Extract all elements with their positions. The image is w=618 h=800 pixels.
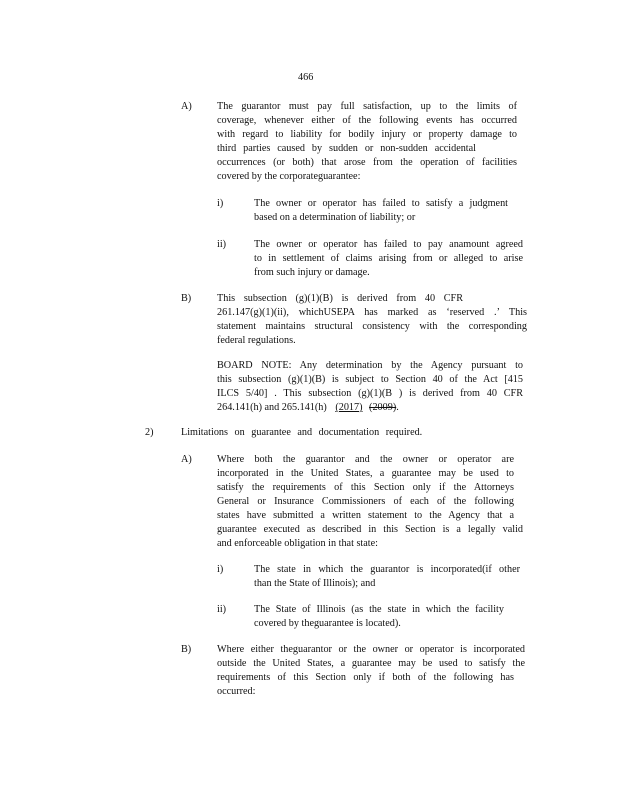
page-number: 466: [298, 72, 314, 83]
a-line-4: third parties caused by sudden or non-sudden accidental: [217, 143, 476, 154]
deleted-year: (2009): [369, 402, 397, 413]
s2-b-line-1: Where either theguarantor or the owner or operator is incorporated: [217, 644, 525, 655]
section-2-label: 2): [145, 427, 154, 438]
b-label: B): [181, 293, 192, 304]
b-line-2: 261.147(g)(1)(ii), whichUSEPA has marked as ‘reserved .’ This: [217, 307, 527, 318]
s2-a-i-line-1: The state in which the guarantor is incorporated(if other: [254, 564, 520, 575]
board-note-line-1: BOARD NOTE: Any determination by the Agency pursuant to: [217, 360, 523, 371]
s2-a-label: A): [181, 454, 192, 465]
s2-a-i-line-2: than the State of Illinois); and: [254, 578, 376, 589]
s2-b-line-2: outside the United States, a guarantee may be used to satisfy the: [217, 658, 525, 669]
s2-a-ii-label: ii): [217, 604, 227, 615]
s2-a-line-2: incorporated in the United States, a guarantee may be used to: [217, 468, 514, 479]
board-note-line-2: this subsection (g)(1)(B) is subject to Section 40 of the Act [415: [217, 374, 523, 385]
s2-b-line-4: occurred:: [217, 686, 256, 697]
a-label: A): [181, 101, 192, 112]
s2-a-line-4: General or Insurance Commissioners of each of the following: [217, 496, 514, 507]
s2-b-line-3: requirements of this Section only if both of the following has: [217, 672, 514, 683]
s2-b-label: B): [181, 644, 192, 655]
a-line-5: occurrences (or both) that arose from the operation of facilities: [217, 157, 517, 168]
s2-a-line-6: guarantee executed as described in this Section is a legally valid: [217, 524, 523, 535]
s2-a-line-3: satisfy the requirements of this Section only if the Attorneys: [217, 482, 514, 493]
s2-a-line-7: and enforceable obligation in that state:: [217, 538, 378, 549]
s2-a-ii-line-1: The State of Illinois (as the state in which the facility: [254, 604, 504, 615]
a-ii-line-2: to in settlement of claims arising from or alleged to arise: [254, 253, 523, 264]
a-line-1: The guarantor must pay full satisfaction, up to the limits of: [217, 101, 517, 112]
s2-a-line-1: Where both the guarantor and the owner or operator are: [217, 454, 514, 465]
a-i-label: i): [217, 198, 224, 209]
a-ii-line-3: from such injury or damage.: [254, 267, 370, 278]
note-last-suffix: .: [396, 402, 399, 413]
s2-a-i-label: i): [217, 564, 224, 575]
a-line-3: with regard to liability for bodily injury or property damage to: [217, 129, 517, 140]
section-2-heading: Limitations on guarantee and documentation required.: [181, 427, 423, 438]
a-ii-label: ii): [217, 239, 227, 250]
a-ii-line-1: The owner or operator has failed to pay anamount agreed: [254, 239, 523, 250]
a-i-line-1: The owner or operator has failed to satisfy a judgment: [254, 198, 508, 209]
note-last-prefix: 264.141(h) and 265.141(h): [217, 402, 327, 413]
a-line-6: covered by the corporateguarantee:: [217, 171, 361, 182]
inserted-year: (2017): [335, 402, 363, 413]
a-i-line-2: based on a determination of liability; or: [254, 212, 416, 223]
s2-a-line-5: states have submitted a written statement to the Agency that a: [217, 510, 514, 521]
board-note-line-3: ILCS 5/40] . This subsection (g)(1)(B ) is derived from 40 CFR: [217, 388, 523, 399]
board-note-line-4: [217, 401, 399, 415]
b-line-1: This subsection (g)(1)(B) is derived from 40 CFR: [217, 293, 463, 304]
b-line-4: federal regulations.: [217, 335, 296, 346]
a-line-2: coverage, whenever either of the following events has occurred: [217, 115, 517, 126]
s2-a-ii-line-2: covered by theguarantee is located).: [254, 618, 401, 629]
b-line-3: statement maintains structural consistency with the corresponding: [217, 321, 527, 332]
